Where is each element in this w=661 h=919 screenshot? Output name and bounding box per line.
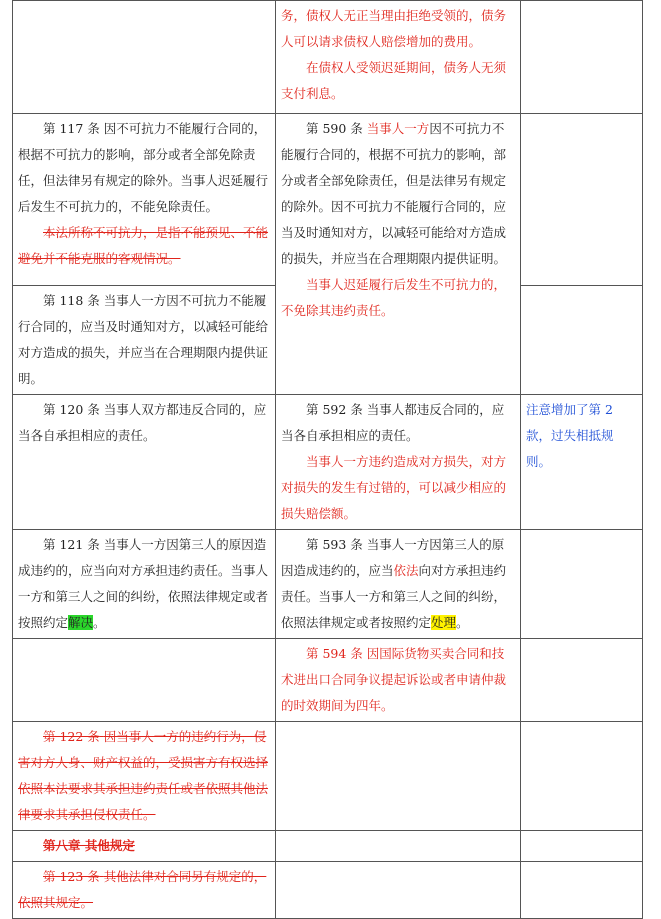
table-row xyxy=(13,639,643,722)
new-law-cell xyxy=(276,114,521,395)
article-text: 第 120 条 当事人双方都违反合同的，应当各自承担相应的责任。 xyxy=(18,402,267,443)
article-number: 第 118 条 xyxy=(43,293,100,308)
highlighted-word: 解决 xyxy=(68,615,94,630)
added-text: 当事人一方 xyxy=(366,121,430,136)
new-law-cell xyxy=(276,530,521,639)
new-law-cell xyxy=(276,862,521,919)
note-cell xyxy=(521,831,643,862)
table-row xyxy=(13,862,643,919)
table-row xyxy=(13,722,643,831)
article-text: 第 121 条 当事人一方因第三人的原因造成违约的，应当向对方承担违约责任。当事人一方和第三人之间的纠纷，依照法律规定或者按照约定解决。 xyxy=(18,537,269,630)
article-number: 第 593 条 xyxy=(306,537,363,552)
old-law-cell xyxy=(13,831,276,862)
note-cell xyxy=(521,114,643,286)
old-law-cell xyxy=(13,286,276,395)
note-cell xyxy=(521,286,643,395)
table-row xyxy=(13,114,643,286)
added-text: 依法 xyxy=(393,563,419,578)
article-number: 第 592 条 xyxy=(306,402,363,417)
highlighted-word: 处理 xyxy=(431,615,457,630)
article-number: 第 117 条 xyxy=(43,121,100,136)
old-law-cell xyxy=(13,862,276,919)
article-number: 第 120 条 xyxy=(43,402,100,417)
new-law-cell xyxy=(276,639,521,722)
article-number: 第 121 条 xyxy=(43,537,100,552)
article-number: 第 590 条 xyxy=(306,121,363,136)
new-law-cell xyxy=(276,831,521,862)
note-cell xyxy=(521,722,643,831)
deleted-text: 本法所称不可抗力，是指不能预见、不能避免并不能克服的客观情况。 xyxy=(18,225,269,266)
note-cell xyxy=(521,530,643,639)
article-text: 第 590 条 当事人一方因不可抗力不能履行合同的，根据不可抗力的影响，部分或者全部免除责任，但是法律另有规定的除外。因不可抗力不能履行合同的，应当及时通知对方，以减轻可能给对方造成的损失，并应当在合理期限内提供证明。 xyxy=(281,121,507,266)
article-text: 第 117 条 因不可抗力不能履行合同的，根据不可抗力的影响，部分或者全部免除责任，但法律另有规定的除外。当事人迟延履行后发生不可抗力的，不能免除责任。 xyxy=(18,121,269,214)
note-cell xyxy=(521,862,643,919)
article-number: 第 123 条 xyxy=(43,869,100,884)
old-law-cell xyxy=(13,114,276,286)
note-cell xyxy=(521,1,643,114)
table-row xyxy=(13,395,643,530)
old-law-cell xyxy=(13,639,276,722)
note-cell xyxy=(521,639,643,722)
table-row xyxy=(13,1,643,114)
old-law-cell xyxy=(13,722,276,831)
new-law-cell xyxy=(276,722,521,831)
new-law-cell xyxy=(276,395,521,530)
added-text: 当事人迟延履行后发生不可抗力的，不免除其违约责任。 xyxy=(281,277,507,318)
added-text: 当事人一方违约造成对方损失，对方对损失的发生有过错的，可以减少相应的损失赔偿额。 xyxy=(281,454,507,521)
added-article: 第 594 条 因国际货物买卖合同和技术进出口合同争议提起诉讼或者申请仲裁的时效期间为四年。 xyxy=(281,646,507,713)
article-number: 第 594 条 xyxy=(306,646,363,661)
article-text: 第 592 条 当事人都违反合同的，应当各自承担相应的责任。 xyxy=(281,402,505,443)
article-text: 务，债权人无正当理由拒绝受领的，债务人可以请求债权人赔偿增加的费用。 xyxy=(281,8,507,49)
annotation-note: 注意增加了第 2 款，过失相抵规则。 xyxy=(526,402,614,469)
note-cell xyxy=(521,395,643,530)
old-law-cell xyxy=(13,530,276,639)
table-row xyxy=(13,530,643,639)
deleted-article: 第 122 条 因当事人一方的违约行为，侵害对方人身、财产权益的，受损害方有权选择依照本法要求其承担违约责任或者依照其他法律要求其承担侵权责任。 xyxy=(18,729,269,822)
old-law-cell xyxy=(13,1,276,114)
article-text: 第 593 条 当事人一方因第三人的原因造成违约的，应当依法向对方承担违约责任。当事人一方和第三人之间的纠纷，依照法律规定或者按照约定处理。 xyxy=(281,537,507,630)
table-row xyxy=(13,831,643,862)
article-text: 在债权人受领迟延期间，债务人无须支付利息。 xyxy=(281,60,507,101)
chapter-heading: 第八章 其他规定 xyxy=(43,838,135,853)
comparison-table xyxy=(12,0,643,919)
new-law-cell xyxy=(276,1,521,114)
deleted-article: 第 123 条 其他法律对合同另有规定的，依照其规定。 xyxy=(18,869,267,910)
old-law-cell xyxy=(13,395,276,530)
article-number: 第 122 条 xyxy=(43,729,100,744)
article-text: 第 118 条 当事人一方因不可抗力不能履行合同的，应当及时通知对方，以减轻可能给对方造成的损失，并应当在合理期限内提供证明。 xyxy=(18,293,269,386)
